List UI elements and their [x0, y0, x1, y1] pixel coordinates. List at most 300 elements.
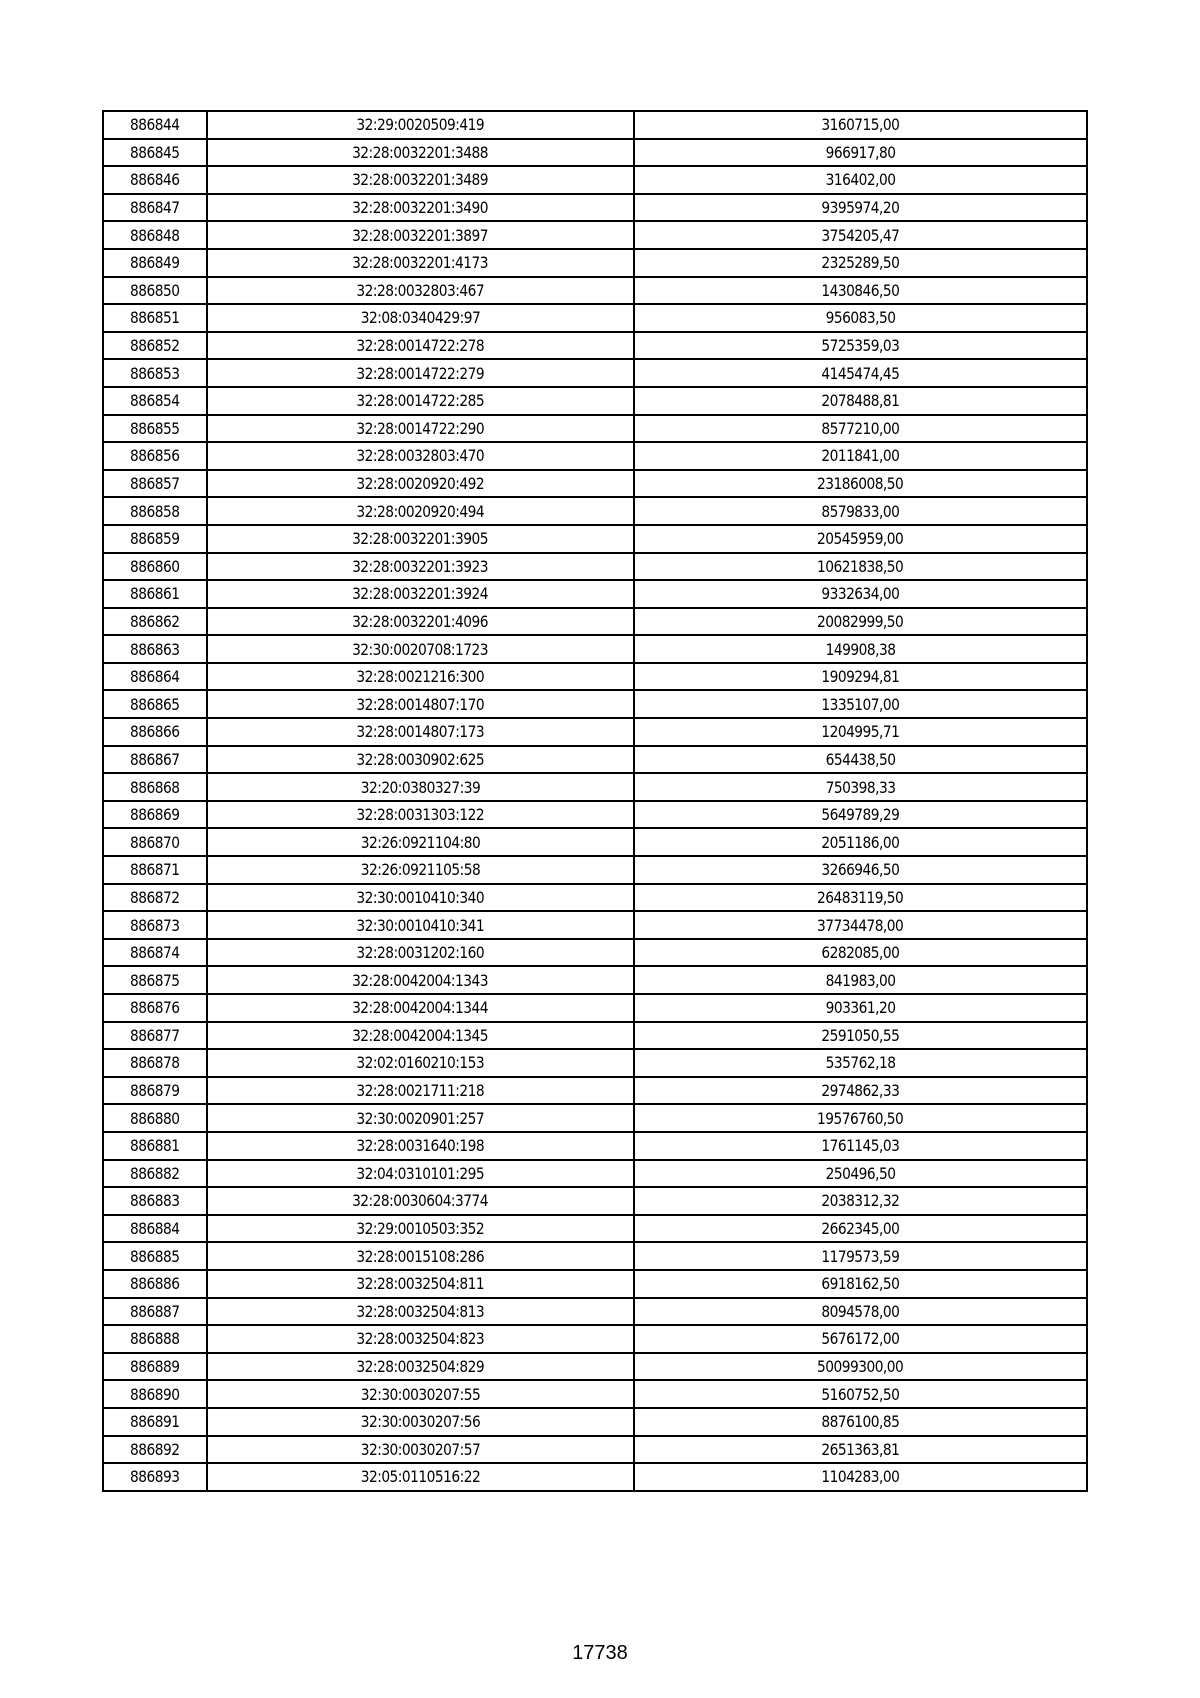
- row-number-cell: [103, 966, 207, 994]
- cadastral-value-cell: [634, 304, 1087, 332]
- cadastral-value-cell: [634, 194, 1087, 222]
- row-number-text: 886882: [130, 1163, 180, 1183]
- cadastral-number-text: 32:28:0031303:122: [356, 805, 485, 825]
- row-number-cell: [103, 1160, 207, 1188]
- row-number-cell: [103, 608, 207, 636]
- table-row: [103, 194, 1087, 222]
- row-number-cell: [103, 939, 207, 967]
- cadastral-value-cell: [634, 801, 1087, 829]
- cadastral-number-cell: [207, 1132, 634, 1160]
- row-number-cell: [103, 332, 207, 360]
- row-number-text: 886854: [130, 391, 180, 411]
- table-row: [103, 442, 1087, 470]
- cadastral-value-text: 20545959,00: [817, 529, 904, 549]
- cadastral-number-text: 32:28:0015108:286: [356, 1246, 485, 1266]
- row-number-cell: [103, 884, 207, 912]
- row-number-text: 886887: [130, 1301, 180, 1321]
- cadastral-number-cell: [207, 1353, 634, 1381]
- row-number-text: 886885: [130, 1246, 180, 1266]
- table-row: [103, 470, 1087, 498]
- row-number-text: 886853: [130, 363, 180, 383]
- cadastral-value-text: 841983,00: [825, 970, 896, 990]
- cadastral-value-cell: [634, 1215, 1087, 1243]
- cadastral-number-text: 32:28:0032201:3923: [352, 556, 489, 576]
- cadastral-number-cell: [207, 470, 634, 498]
- cadastral-value-text: 3754205,47: [821, 225, 900, 245]
- cadastral-number-cell: [207, 194, 634, 222]
- row-number-text: 886892: [130, 1439, 180, 1459]
- row-number-text: 886855: [130, 418, 180, 438]
- cadastral-value-text: 2038312,32: [821, 1191, 900, 1211]
- row-number-cell: [103, 359, 207, 387]
- cadastral-number-cell: [207, 773, 634, 801]
- cadastral-value-cell: [634, 718, 1087, 746]
- row-number-cell: [103, 166, 207, 194]
- cadastral-number-cell: [207, 497, 634, 525]
- cadastral-number-cell: [207, 277, 634, 305]
- cadastral-number-text: 32:28:0020920:494: [356, 501, 485, 521]
- row-number-text: 886886: [130, 1274, 180, 1294]
- table-row: [103, 1380, 1087, 1408]
- cadastral-value-cell: [634, 1187, 1087, 1215]
- cadastral-value-text: 6918162,50: [821, 1274, 900, 1294]
- table-row: [103, 1298, 1087, 1326]
- cadastral-number-text: 32:28:0031202:160: [356, 943, 485, 963]
- row-number-text: 886847: [130, 198, 180, 218]
- page-number: 17738: [572, 1642, 628, 1664]
- cadastral-value-cell: [634, 828, 1087, 856]
- table-row: [103, 801, 1087, 829]
- row-number-text: 886845: [130, 142, 180, 162]
- row-number-text: 886844: [130, 115, 180, 135]
- row-number-text: 886861: [130, 584, 180, 604]
- cadastral-value-text: 4145474,45: [821, 363, 900, 383]
- cadastral-value-text: 2974862,33: [821, 1081, 900, 1101]
- cadastral-value-cell: [634, 884, 1087, 912]
- cadastral-value-cell: [634, 139, 1087, 167]
- row-number-text: 886877: [130, 1025, 180, 1045]
- row-number-cell: [103, 828, 207, 856]
- cadastral-number-text: 32:30:0030207:57: [360, 1439, 481, 1459]
- cadastral-number-cell: [207, 221, 634, 249]
- row-number-text: 886868: [130, 777, 180, 797]
- table-body: [103, 111, 1087, 1491]
- cadastral-value-cell: [634, 856, 1087, 884]
- table-row: [103, 1187, 1087, 1215]
- cadastral-value-text: 6282085,00: [821, 943, 900, 963]
- cadastral-value-text: 10621838,50: [817, 556, 904, 576]
- cadastral-value-cell: [634, 359, 1087, 387]
- row-number-text: 886858: [130, 501, 180, 521]
- cadastral-value-cell: [634, 608, 1087, 636]
- table-row: [103, 966, 1087, 994]
- cadastral-number-cell: [207, 359, 634, 387]
- cadastral-number-cell: [207, 884, 634, 912]
- cadastral-number-cell: [207, 1022, 634, 1050]
- cadastral-number-text: 32:28:0032504:813: [356, 1301, 485, 1321]
- cadastral-number-cell: [207, 415, 634, 443]
- row-number-text: 886859: [130, 529, 180, 549]
- cadastral-value-cell: [634, 663, 1087, 691]
- cadastral-number-text: 32:29:0020509:419: [356, 115, 485, 135]
- row-number-cell: [103, 470, 207, 498]
- row-number-text: 886889: [130, 1357, 180, 1377]
- cadastral-value-text: 8577210,00: [821, 418, 900, 438]
- cadastral-value-text: 5676172,00: [821, 1329, 900, 1349]
- cadastral-number-cell: [207, 111, 634, 139]
- row-number-text: 886881: [130, 1136, 180, 1156]
- table-row: [103, 497, 1087, 525]
- cadastral-number-cell: [207, 166, 634, 194]
- cadastral-number-text: 32:30:0010410:340: [356, 887, 485, 907]
- cadastral-number-cell: [207, 718, 634, 746]
- table-row: [103, 608, 1087, 636]
- row-number-text: 886870: [130, 832, 180, 852]
- cadastral-value-cell: [634, 1298, 1087, 1326]
- row-number-text: 886878: [130, 1053, 180, 1073]
- cadastral-value-text: 8579833,00: [821, 501, 900, 521]
- row-number-text: 886850: [130, 280, 180, 300]
- row-number-text: 886869: [130, 805, 180, 825]
- cadastral-value-cell: [634, 911, 1087, 939]
- cadastral-number-cell: [207, 994, 634, 1022]
- table-row: [103, 1463, 1087, 1491]
- cadastral-number-cell: [207, 1436, 634, 1464]
- cadastral-number-cell: [207, 442, 634, 470]
- row-number-cell: [103, 553, 207, 581]
- cadastral-value-cell: [634, 939, 1087, 967]
- cadastral-number-text: 32:28:0030604:3774: [352, 1191, 489, 1211]
- cadastral-value-cell: [634, 1022, 1087, 1050]
- cadastral-value-cell: [634, 966, 1087, 994]
- row-number-text: 886856: [130, 446, 180, 466]
- table-row: [103, 332, 1087, 360]
- table-row: [103, 856, 1087, 884]
- cadastral-number-text: 32:28:0014722:278: [356, 336, 485, 356]
- row-number-text: 886857: [130, 474, 180, 494]
- cadastral-value-text: 2011841,00: [821, 446, 900, 466]
- cadastral-value-cell: [634, 1242, 1087, 1270]
- cadastral-value-text: 250496,50: [825, 1163, 896, 1183]
- cadastral-value-text: 1909294,81: [821, 667, 900, 687]
- cadastral-value-text: 19576760,50: [817, 1108, 904, 1128]
- cadastral-value-text: 3160715,00: [821, 115, 900, 135]
- cadastral-value-cell: [634, 635, 1087, 663]
- row-number-text: 886875: [130, 970, 180, 990]
- row-number-cell: [103, 1270, 207, 1298]
- cadastral-number-text: 32:28:0042004:1343: [352, 970, 489, 990]
- table-row: [103, 828, 1087, 856]
- table-row: [103, 1270, 1087, 1298]
- cadastral-number-text: 32:28:0020920:492: [356, 474, 485, 494]
- cadastral-number-text: 32:28:0014807:170: [356, 694, 485, 714]
- row-number-text: 886872: [130, 887, 180, 907]
- cadastral-value-text: 1104283,00: [821, 1467, 900, 1487]
- table-row: [103, 387, 1087, 415]
- table-row: [103, 221, 1087, 249]
- row-number-cell: [103, 277, 207, 305]
- cadastral-value-cell: [634, 332, 1087, 360]
- cadastral-number-text: 32:28:0032803:470: [356, 446, 485, 466]
- table-row: [103, 1353, 1087, 1381]
- cadastral-number-text: 32:28:0042004:1344: [352, 998, 489, 1018]
- cadastral-value-cell: [634, 1436, 1087, 1464]
- cadastral-number-text: 32:28:0032201:3924: [352, 584, 489, 604]
- row-number-cell: [103, 718, 207, 746]
- table-row: [103, 249, 1087, 277]
- table-row: [103, 359, 1087, 387]
- cadastral-value-text: 316402,00: [825, 170, 896, 190]
- cadastral-number-cell: [207, 249, 634, 277]
- row-number-cell: [103, 1187, 207, 1215]
- cadastral-number-cell: [207, 1298, 634, 1326]
- row-number-text: 886852: [130, 336, 180, 356]
- cadastral-value-text: 2662345,00: [821, 1219, 900, 1239]
- cadastral-number-cell: [207, 1325, 634, 1353]
- cadastral-number-text: 32:28:0032201:4173: [352, 253, 489, 273]
- row-number-text: 886879: [130, 1081, 180, 1101]
- cadastral-number-cell: [207, 966, 634, 994]
- row-number-text: 886893: [130, 1467, 180, 1487]
- cadastral-number-text: 32:28:0032201:4096: [352, 611, 489, 631]
- cadastral-number-cell: [207, 1270, 634, 1298]
- cadastral-value-text: 5725359,03: [821, 336, 900, 356]
- cadastral-number-cell: [207, 801, 634, 829]
- table-row: [103, 1215, 1087, 1243]
- row-number-cell: [103, 1408, 207, 1436]
- row-number-cell: [103, 221, 207, 249]
- cadastral-number-cell: [207, 663, 634, 691]
- cadastral-value-cell: [634, 1077, 1087, 1105]
- row-number-cell: [103, 663, 207, 691]
- table-row: [103, 1104, 1087, 1132]
- cadastral-number-text: 32:26:0921105:58: [360, 860, 481, 880]
- table-row: [103, 1242, 1087, 1270]
- row-number-cell: [103, 994, 207, 1022]
- row-number-cell: [103, 1380, 207, 1408]
- table-row: [103, 884, 1087, 912]
- cadastral-number-cell: [207, 1242, 634, 1270]
- row-number-cell: [103, 442, 207, 470]
- cadastral-number-text: 32:28:0021711:218: [356, 1081, 485, 1101]
- cadastral-value-cell: [634, 277, 1087, 305]
- table-row: [103, 415, 1087, 443]
- cadastral-number-text: 32:30:0020708:1723: [352, 639, 489, 659]
- row-number-cell: [103, 387, 207, 415]
- row-number-cell: [103, 1049, 207, 1077]
- row-number-cell: [103, 1077, 207, 1105]
- table-row: [103, 663, 1087, 691]
- table-row: [103, 1022, 1087, 1050]
- cadastral-value-text: 9332634,00: [821, 584, 900, 604]
- row-number-text: 886851: [130, 308, 180, 328]
- cadastral-number-cell: [207, 939, 634, 967]
- cadastral-value-table: [102, 110, 1088, 1492]
- cadastral-number-cell: [207, 525, 634, 553]
- table-row: [103, 525, 1087, 553]
- row-number-cell: [103, 746, 207, 774]
- cadastral-number-text: 32:28:0014722:279: [356, 363, 485, 383]
- row-number-cell: [103, 525, 207, 553]
- cadastral-number-cell: [207, 608, 634, 636]
- row-number-text: 886865: [130, 694, 180, 714]
- table-row: [103, 166, 1087, 194]
- row-number-text: 886884: [130, 1219, 180, 1239]
- cadastral-number-cell: [207, 1380, 634, 1408]
- table-row: [103, 1049, 1087, 1077]
- row-number-text: 886864: [130, 667, 180, 687]
- row-number-cell: [103, 1022, 207, 1050]
- row-number-cell: [103, 194, 207, 222]
- cadastral-number-text: 32:26:0921104:80: [360, 832, 481, 852]
- cadastral-number-text: 32:02:0160210:153: [356, 1053, 485, 1073]
- row-number-cell: [103, 249, 207, 277]
- cadastral-number-cell: [207, 1077, 634, 1105]
- cadastral-value-text: 1179573,59: [821, 1246, 900, 1266]
- cadastral-number-text: 32:28:0032201:3490: [352, 198, 489, 218]
- cadastral-number-text: 32:08:0340429:97: [360, 308, 481, 328]
- row-number-cell: [103, 139, 207, 167]
- row-number-cell: [103, 1325, 207, 1353]
- row-number-text: 886860: [130, 556, 180, 576]
- cadastral-value-cell: [634, 497, 1087, 525]
- cadastral-value-cell: [634, 525, 1087, 553]
- table-row: [103, 111, 1087, 139]
- cadastral-value-text: 2051186,00: [821, 832, 900, 852]
- row-number-cell: [103, 497, 207, 525]
- cadastral-number-text: 32:28:0031640:198: [356, 1136, 485, 1156]
- cadastral-value-text: 535762,18: [825, 1053, 896, 1073]
- cadastral-value-text: 8876100,85: [821, 1412, 900, 1432]
- cadastral-value-cell: [634, 166, 1087, 194]
- row-number-cell: [103, 911, 207, 939]
- cadastral-number-cell: [207, 580, 634, 608]
- cadastral-value-cell: [634, 249, 1087, 277]
- cadastral-number-cell: [207, 1049, 634, 1077]
- row-number-text: 886862: [130, 611, 180, 631]
- row-number-cell: [103, 1215, 207, 1243]
- cadastral-number-text: 32:04:0310101:295: [356, 1163, 485, 1183]
- cadastral-value-cell: [634, 221, 1087, 249]
- cadastral-value-cell: [634, 1353, 1087, 1381]
- table-row: [103, 746, 1087, 774]
- cadastral-number-cell: [207, 856, 634, 884]
- row-number-cell: [103, 1104, 207, 1132]
- cadastral-number-text: 32:28:0032201:3897: [352, 225, 489, 245]
- table-row: [103, 1160, 1087, 1188]
- row-number-cell: [103, 1242, 207, 1270]
- cadastral-value-cell: [634, 470, 1087, 498]
- row-number-text: 886863: [130, 639, 180, 659]
- cadastral-value-text: 20082999,50: [817, 611, 904, 631]
- cadastral-value-text: 956083,50: [825, 308, 896, 328]
- cadastral-value-text: 750398,33: [825, 777, 896, 797]
- cadastral-value-text: 23186008,50: [817, 474, 904, 494]
- cadastral-value-text: 3266946,50: [821, 860, 900, 880]
- cadastral-value-text: 50099300,00: [817, 1357, 904, 1377]
- cadastral-number-cell: [207, 304, 634, 332]
- cadastral-value-cell: [634, 994, 1087, 1022]
- row-number-text: 886876: [130, 998, 180, 1018]
- row-number-cell: [103, 580, 207, 608]
- cadastral-value-text: 2651363,81: [821, 1439, 900, 1459]
- cadastral-number-cell: [207, 828, 634, 856]
- cadastral-value-cell: [634, 1104, 1087, 1132]
- cadastral-value-text: 37734478,00: [817, 915, 904, 935]
- cadastral-number-text: 32:28:0032504:823: [356, 1329, 485, 1349]
- cadastral-number-text: 32:28:0032201:3488: [352, 142, 489, 162]
- row-number-text: 886888: [130, 1329, 180, 1349]
- table-row: [103, 1077, 1087, 1105]
- cadastral-value-text: 8094578,00: [821, 1301, 900, 1321]
- cadastral-value-text: 149908,38: [825, 639, 896, 659]
- row-number-cell: [103, 1353, 207, 1381]
- row-number-cell: [103, 801, 207, 829]
- cadastral-value-text: 9395974,20: [821, 198, 900, 218]
- cadastral-value-text: 966917,80: [825, 142, 896, 162]
- table-row: [103, 553, 1087, 581]
- cadastral-number-cell: [207, 635, 634, 663]
- cadastral-number-text: 32:28:0014722:285: [356, 391, 485, 411]
- row-number-cell: [103, 690, 207, 718]
- cadastral-value-text: 26483119,50: [817, 887, 904, 907]
- cadastral-value-cell: [634, 1270, 1087, 1298]
- cadastral-number-cell: [207, 387, 634, 415]
- cadastral-number-text: 32:30:0010410:341: [356, 915, 485, 935]
- cadastral-value-text: 1204995,71: [821, 722, 900, 742]
- table-row: [103, 277, 1087, 305]
- table-row: [103, 718, 1087, 746]
- cadastral-value-cell: [634, 111, 1087, 139]
- row-number-text: 886873: [130, 915, 180, 935]
- cadastral-value-cell: [634, 1160, 1087, 1188]
- row-number-text: 886880: [130, 1108, 180, 1128]
- cadastral-number-text: 32:20:0380327:39: [360, 777, 481, 797]
- row-number-cell: [103, 1132, 207, 1160]
- cadastral-value-text: 5160752,50: [821, 1384, 900, 1404]
- cadastral-value-text: 1335107,00: [821, 694, 900, 714]
- cadastral-number-cell: [207, 746, 634, 774]
- cadastral-number-text: 32:28:0021216:300: [356, 667, 485, 687]
- cadastral-value-cell: [634, 1380, 1087, 1408]
- table-row: [103, 580, 1087, 608]
- cadastral-value-text: 903361,20: [825, 998, 896, 1018]
- row-number-text: 886890: [130, 1384, 180, 1404]
- table-row: [103, 635, 1087, 663]
- cadastral-number-cell: [207, 1408, 634, 1436]
- cadastral-number-cell: [207, 1215, 634, 1243]
- table-row: [103, 911, 1087, 939]
- table-row: [103, 1132, 1087, 1160]
- table-row: [103, 1436, 1087, 1464]
- cadastral-value-cell: [634, 553, 1087, 581]
- cadastral-number-text: 32:28:0014807:173: [356, 722, 485, 742]
- table-row: [103, 690, 1087, 718]
- cadastral-value-cell: [634, 1463, 1087, 1491]
- cadastral-number-cell: [207, 1160, 634, 1188]
- cadastral-value-cell: [634, 1049, 1087, 1077]
- cadastral-number-cell: [207, 1463, 634, 1491]
- cadastral-number-text: 32:28:0032803:467: [356, 280, 485, 300]
- cadastral-number-cell: [207, 911, 634, 939]
- cadastral-value-cell: [634, 580, 1087, 608]
- row-number-cell: [103, 111, 207, 139]
- table-row: [103, 304, 1087, 332]
- cadastral-number-text: 32:28:0032201:3489: [352, 170, 489, 190]
- row-number-text: 886883: [130, 1191, 180, 1211]
- cadastral-number-cell: [207, 139, 634, 167]
- cadastral-value-text: 654438,50: [825, 749, 896, 769]
